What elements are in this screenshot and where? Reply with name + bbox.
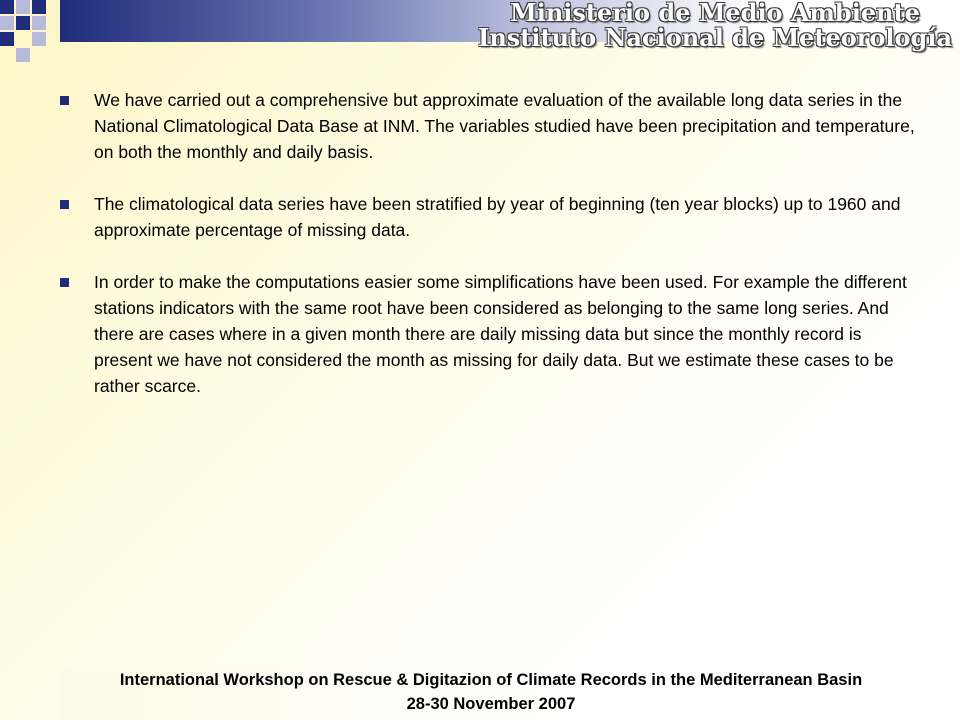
bullet-text: The climatological data series have been stratified by year of beginning (ten year blocks) up to 1960 and approximate percentage of missing data. <box>94 194 901 240</box>
ministry-title <box>478 0 952 50</box>
bullet-list <box>60 87 920 425</box>
footer-date: 28-30 November 2007 <box>406 695 576 713</box>
bullet-item <box>60 269 920 399</box>
bullet-square-icon <box>60 200 69 209</box>
footer-workshop-title: International Workshop on Rescue & Digitazion of Climate Records in the Mediterranean Basin <box>119 671 863 689</box>
bullet-square-icon <box>60 278 69 287</box>
ministry-title-line1: Ministerio de Medio Ambiente <box>510 0 920 27</box>
bullet-item <box>60 191 920 243</box>
bullet-item <box>60 87 920 165</box>
bullet-text: We have carried out a comprehensive but approximate evaluation of the available long data series in the National Climatological Data Base at INM. The variables studied have been precipitation and temperature, on both the monthly and daily basis. <box>94 90 915 162</box>
bullet-square-icon <box>60 96 69 105</box>
footer <box>60 668 922 720</box>
ministry-title-line2: Instituto Nacional de Meteorología <box>478 23 952 52</box>
bullet-text: In order to make the computations easier some simplifications have been used. For example the different stations indicators with the same root have been considered as belonging to the same long series. And there are cases where in a given month there are daily missing data but since the monthly record is present we have not considered the month as missing for daily data. But we estimate these cases to be rather scarce. <box>94 272 907 396</box>
